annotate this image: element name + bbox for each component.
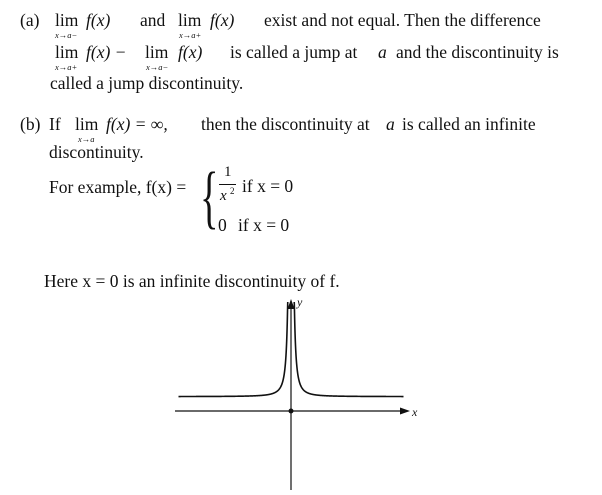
case1-condition: if x = 0	[242, 176, 294, 196]
x-axis-label: x	[412, 405, 418, 419]
part-a-text-1: exist and not equal. Then the difference	[264, 10, 541, 30]
lim-a-fourth-sub: x→a−	[146, 62, 169, 72]
curve-right	[294, 302, 403, 397]
part-a-label: (a)	[20, 10, 40, 30]
y-axis-arrow	[288, 299, 295, 309]
f-expr-4: f(x)	[178, 42, 203, 62]
part-b-label: (b)	[20, 114, 41, 134]
lim-b-sub: x→a	[78, 134, 95, 144]
if-word: If	[49, 114, 61, 134]
lim-a-fourth: lim	[145, 42, 169, 62]
piecewise-brace: {	[200, 159, 219, 236]
lim-b-expr: f(x) = ∞,	[106, 114, 168, 134]
curve-left	[179, 302, 288, 397]
part-b-text-1-pre: then the discontinuity at	[201, 114, 370, 134]
y-axis-label: y	[297, 295, 303, 309]
lim-a-left: lim	[55, 10, 79, 30]
f-expr-1: f(x)	[86, 10, 111, 30]
f-expr-2: f(x)	[210, 10, 235, 30]
lim-a-third: lim	[55, 42, 79, 62]
part-b-text-1-post: is called an infinite	[402, 114, 536, 134]
case1-numerator: 1	[224, 164, 232, 180]
and-word: and	[140, 10, 166, 30]
case1-denominator-exp: 2	[230, 186, 235, 196]
var-a-b: a	[386, 114, 395, 134]
example-prefix: For example, f(x) =	[49, 177, 187, 197]
case2-condition: if x = 0	[238, 215, 290, 235]
part-a-text-3: called a jump discontinuity.	[50, 73, 244, 93]
x-axis-arrow	[400, 408, 410, 415]
part-a-text-2-pre: is called a jump at	[230, 42, 358, 62]
part-a-text-2-post: and the discontinuity is	[396, 42, 559, 62]
origin-dot	[289, 409, 294, 414]
lim-b: lim	[75, 114, 99, 134]
f-expr-3: f(x) −	[86, 42, 127, 62]
lim-a-third-sub: x→a+	[55, 62, 78, 72]
lim-a-left-sub: x→a−	[55, 30, 78, 40]
part-b-text-2: discontinuity.	[49, 142, 144, 162]
case1-denominator: x	[220, 188, 227, 204]
var-a: a	[378, 42, 387, 62]
lim-a-right-sub: x→a+	[179, 30, 202, 40]
case2-value: 0	[218, 215, 227, 235]
lim-a-right: lim	[178, 10, 202, 30]
here-text: Here x = 0 is an infinite discontinuity of f.	[44, 271, 340, 291]
